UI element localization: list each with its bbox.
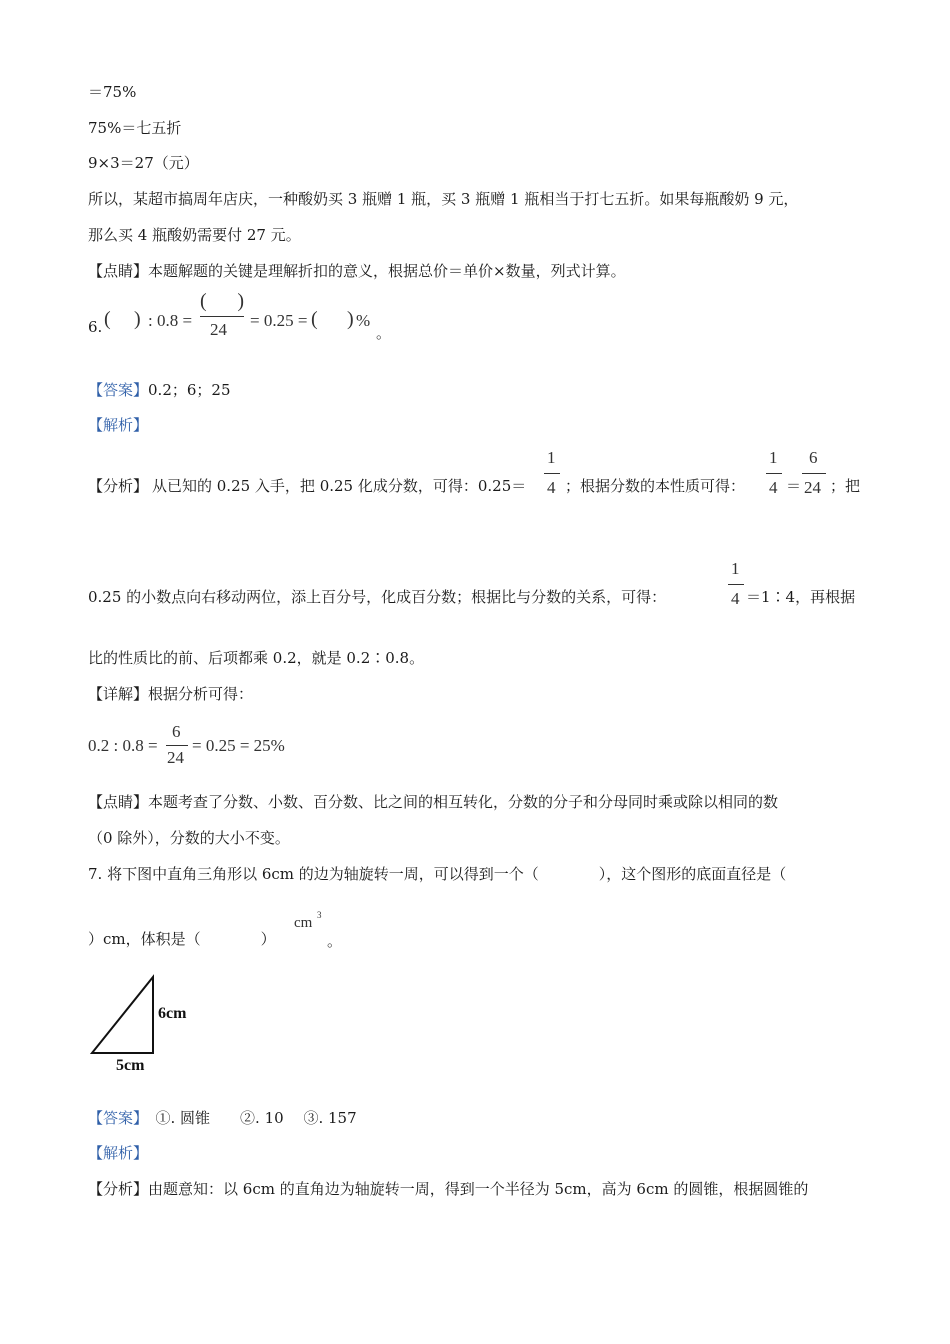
equals-part: = 0.25 = [250,311,308,330]
answer-tag: 【答案】 [88,1109,141,1127]
analysis-text: 由题意知：以 6cm 的直角边为轴旋转一周，得到一个半径为 5cm，高为 6cm 的圆锥，根据圆锥的 [148,1180,809,1198]
question-7-line: 7. 将下图中直角三角形以 6cm 的边为轴旋转一周，可以得到一个（ ），这个图形的底面直径是（ [88,865,787,883]
fraction-denominator: 4 [547,478,556,497]
fraction-denominator: 24 [167,748,184,767]
blank-paren-right: ) [237,290,244,312]
tip-line [88,261,626,281]
detail-text: 根据分析可得： [148,685,254,703]
tip-line [88,792,778,812]
fraction-one-quarter [728,559,744,619]
analysis-line [88,1179,808,1199]
blank-paren-left: ( [104,308,111,330]
analysis-line: 比的性质比的前、后项都乘 0.2，就是 0.2∶0.8。 [88,649,425,667]
detail-line [88,684,253,704]
analysis-text: ；根据分数的本性质可得： [565,477,746,495]
analysis-text: ＝1∶4，再根据 [746,588,856,606]
tip-text: 本题解题的关键是理解折扣的意义，根据总价＝单价×数量，列式计算。 [148,262,626,280]
fraction-denominator: 4 [769,478,778,497]
equation-left: 0.2 : 0.8 = [88,736,158,755]
fraction-one-quarter [766,448,782,508]
ratio-part: : 0.8 = [148,311,193,330]
solution-line: 75%＝七五折 [88,119,182,137]
tip-tag: 【点睛】 [88,262,149,280]
period: 。 [327,932,343,950]
equation-right: = 0.25 = 25% [192,736,285,755]
analysis-text: ；把 [830,477,861,495]
answer-line [88,1108,357,1128]
tip-text: 本题考查了分数、小数、百分数、比之间的相互转化，分数的分子和分母同时乘或除以相同的数 [148,793,779,811]
fraction-six-24ths [166,722,188,772]
vertical-side-label: 6cm [158,1005,187,1022]
fraction-one-quarter [544,448,560,508]
horizontal-side-label: 5cm [116,1057,145,1074]
unit-superscript: 3 [317,910,322,920]
analysis-tag: 【分析】 [88,477,149,495]
unit-cm: cm [294,915,313,931]
fraction-six-24ths [802,448,826,508]
equals-sign: ＝ [786,477,802,495]
answer-line [88,380,231,400]
fraction-numerator: 6 [809,448,818,467]
analysis-text: 从已知的 0.25 入手，把 0.25 化成分数，可得：0.25＝ [152,477,527,495]
fraction-numerator: 1 [547,448,556,467]
answer-text: 0.2；6；25 [148,381,231,399]
analysis-text: 0.25 的小数点向右移动两位，添上百分号，化成百分数；根据比与分数的关系，可得： [88,588,667,606]
question-text: ）cm，体积是（ ） [88,930,276,948]
fraction-numerator: 1 [769,448,778,467]
jiexi-tag: 【解析】 [88,1144,149,1162]
question-number: 6. [88,318,103,336]
blank-paren-left: ( [200,290,207,312]
percent-sign: % [356,311,371,330]
blank-paren-left: ( [311,308,318,330]
answer-text: ①. 圆锥 ②. 10 ③. 157 [140,1109,357,1127]
fraction-numerator: 6 [172,722,181,741]
right-triangle-figure [86,970,206,1080]
solution-line: 那么买 4 瓶酸奶需要付 27 元。 [88,226,301,244]
analysis-tag: 【分析】 [88,1180,149,1198]
answer-tag: 【答案】 [88,381,149,399]
fraction-numerator: 1 [731,559,740,578]
solution-line: 所以，某超市搞周年店庆，一种酸奶买 3 瓶赠 1 瓶，买 3 瓶赠 1 瓶相当于打七五折。如果每瓶酸奶 9 元， [88,190,799,208]
blank-paren-right: ) [134,308,141,330]
blank-paren-right: ) [347,308,354,330]
fraction-denominator: 24 [804,478,821,497]
solution-line: 9×3＝27（元） [88,154,199,172]
period: 。 [376,324,392,342]
triangle-shape [92,977,153,1053]
fraction-denominator: 4 [731,589,740,608]
fraction-denominator: 24 [210,320,227,339]
tip-line: （0 除外），分数的大小不变。 [88,829,290,847]
blank-fraction [200,290,244,342]
detail-tag: 【详解】 [88,685,149,703]
solution-line: ＝75% [88,83,137,101]
jiexi-tag: 【解析】 [88,416,149,434]
tip-tag: 【点睛】 [88,793,149,811]
